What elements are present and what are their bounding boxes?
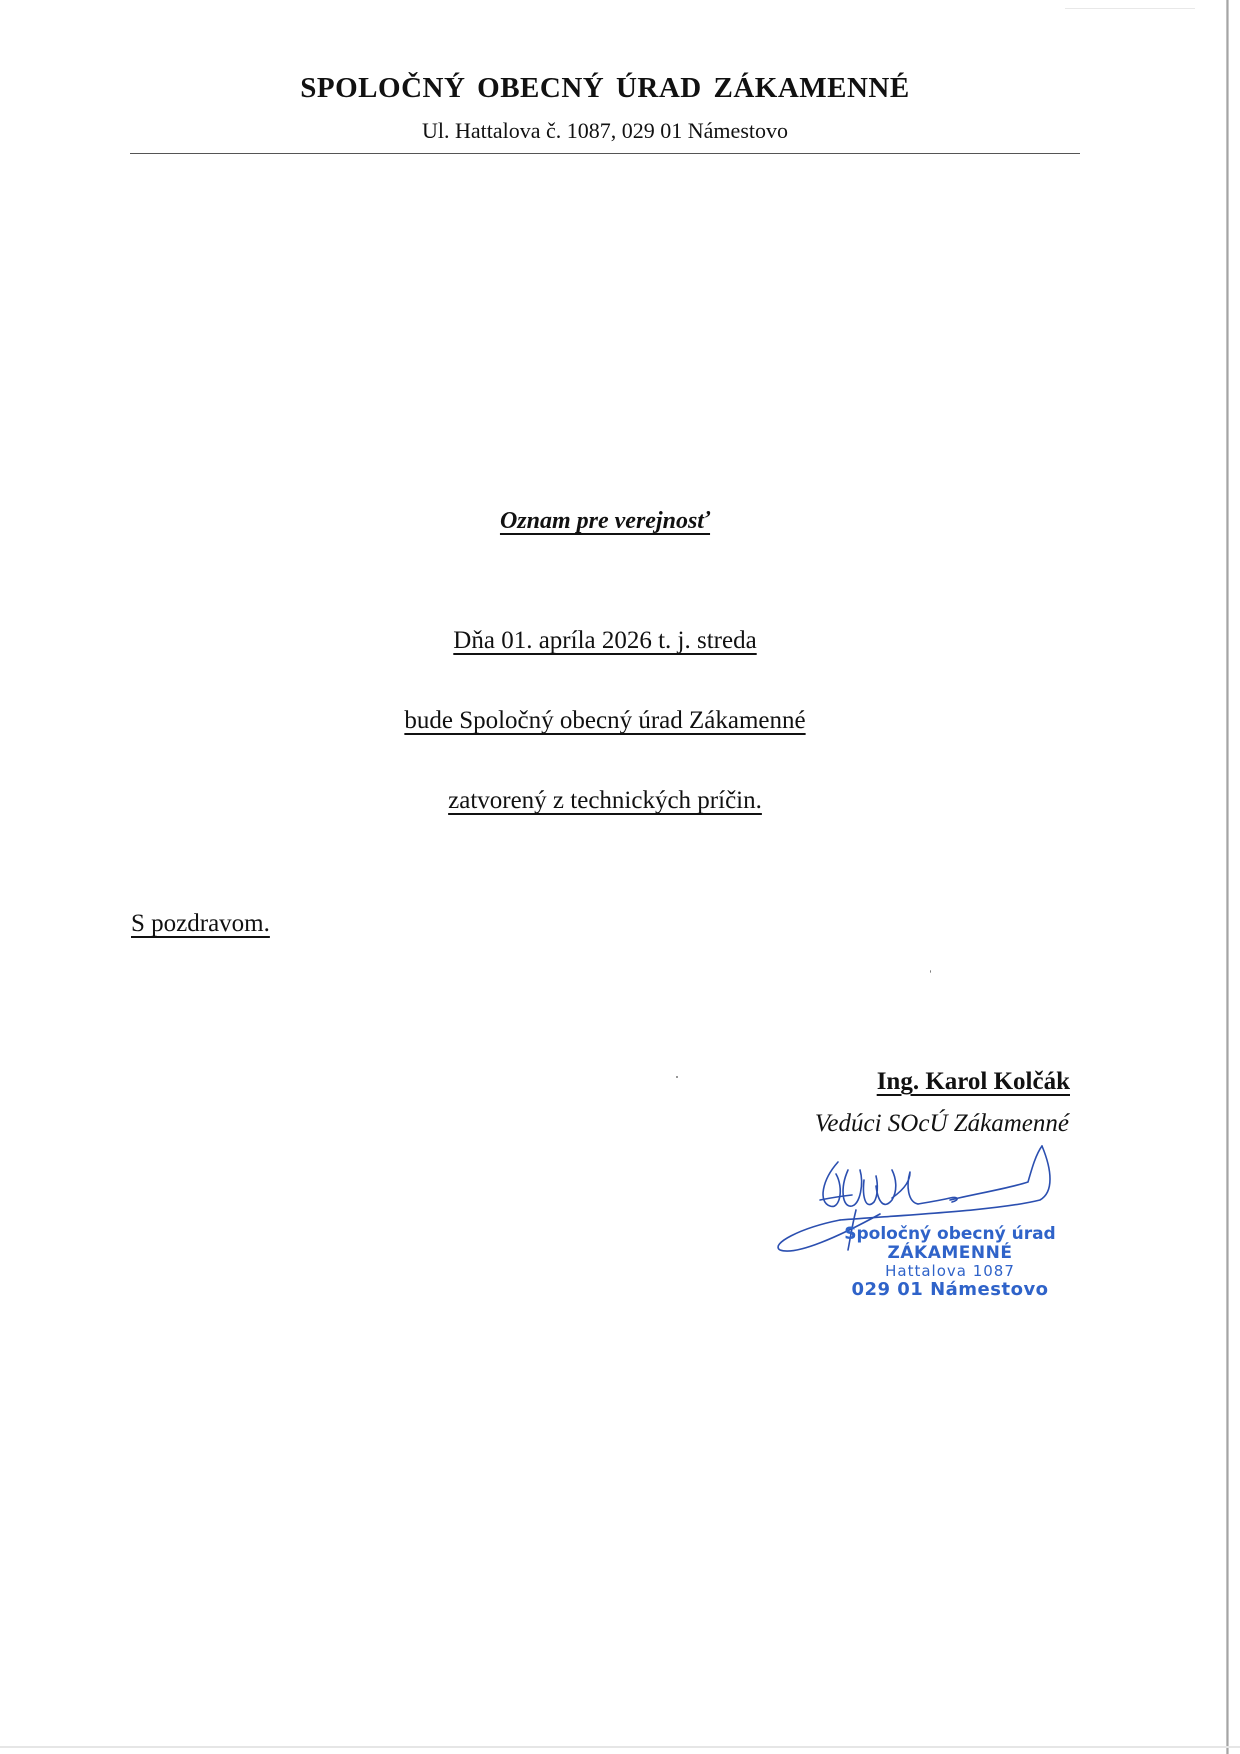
stamp-line-town: ZÁKAMENNÉ — [887, 1243, 1013, 1264]
office-stamp — [800, 1225, 1100, 1300]
scan-speck — [930, 970, 931, 973]
signer-name-text: Ing. Karol Kolčák — [876, 1068, 1070, 1095]
closing-greeting — [131, 910, 270, 938]
signer-role: Vedúci SOcÚ Zákamenné — [814, 1110, 1069, 1137]
header-divider — [130, 153, 1080, 154]
signer-name — [877, 1068, 1070, 1096]
stamp-line-postal: 029 01 Námestovo — [851, 1278, 1049, 1300]
scan-edge-top — [1065, 8, 1195, 9]
office-name-heading: SPOLOČNÝ OBECNÝ ÚRAD ZÁKAMENNÉ — [300, 72, 910, 104]
stamp-line-street: Hattalova 1087 — [885, 1262, 1015, 1281]
notice-title — [0, 508, 1210, 535]
notice-line-2-text: bude Spoločný obecný úrad Zákamenné — [404, 707, 806, 734]
notice-line-office — [0, 707, 1210, 735]
scan-edge-right — [1226, 0, 1229, 1754]
notice-line-1-text: Dňa 01. apríla 2026 t. j. streda — [453, 627, 757, 654]
office-address: Ul. Hattalova č. 1087, 029 01 Námestovo — [422, 118, 788, 143]
notice-line-reason — [0, 787, 1210, 815]
notice-line-3-text: zatvorený z technických príčin. — [448, 787, 762, 814]
scan-edge-bottom — [0, 1746, 1240, 1748]
closing-greeting-text: S pozdravom. — [131, 910, 270, 937]
notice-line-date — [0, 627, 1210, 655]
stamp-line-office: Spoločný obecný úrad — [844, 1224, 1056, 1244]
notice-title-text: Oznam pre verejnosť — [499, 508, 711, 534]
scan-speck — [676, 1076, 678, 1078]
